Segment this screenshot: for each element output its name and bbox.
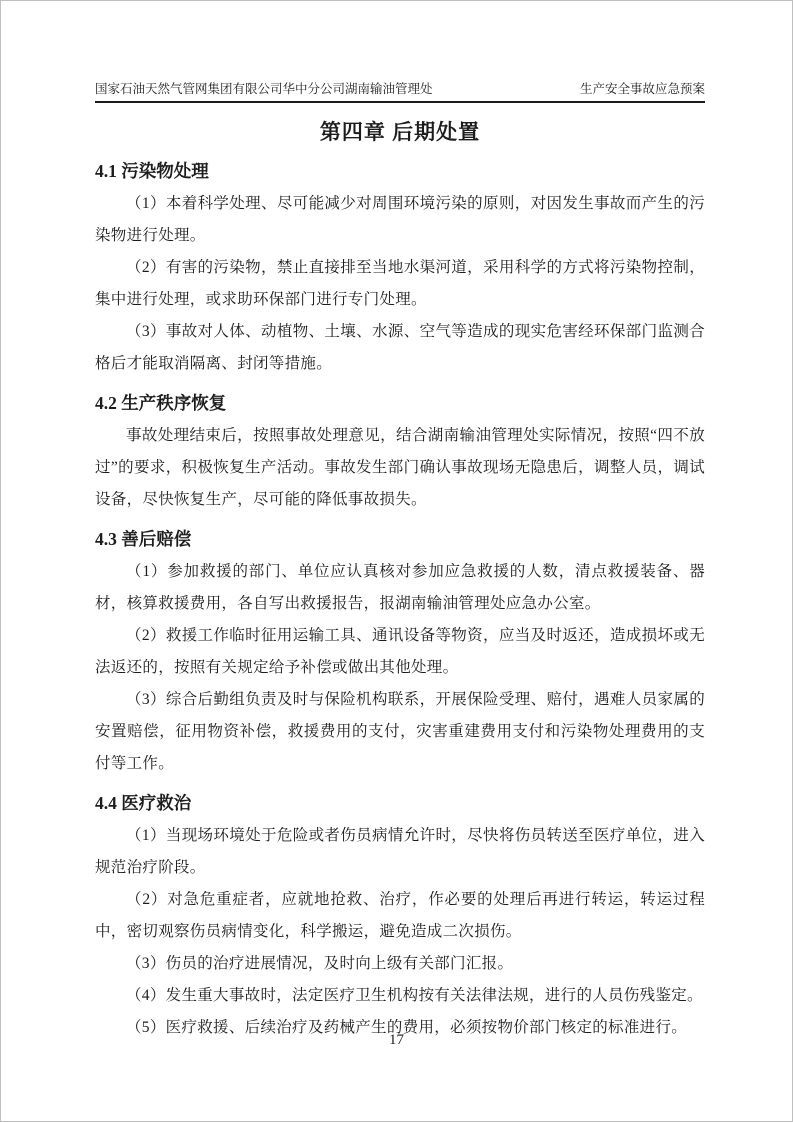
paragraph: （2）救援工作临时征用运输工具、通讯设备等物资，应当及时返还，造成损坏或无法返还的，按照有关规定给予补偿或做出其他处理。 [95,627,705,676]
paragraph: （1）参加救援的部门、单位应认真核对参加应急救援的人数，清点救援装备、器材，核算救援费用，各自写出救援报告，报湖南输油管理处应急办公室。 [95,563,705,612]
section-heading-4-3: 4.3 善后赔偿 [95,529,192,549]
paragraph: 事故处理结束后，按照事故处理意见，结合湖南输油管理处实际情况，按照“四不放过”的要求，积极恢复生产活动。事故发生部门确认事故现场无隐患后，调整人员，调试设备，尽快恢复生产，尽可能的降低事故损失。 [95,427,705,508]
section-production-recovery [95,390,705,516]
paragraph: （3）综合后勤组负责及时与保险机构联系，开展保险受理、赔付，遇难人员家属的安置赔偿，征用物资补偿，救援费用的支付，灾害重建费用支付和污染物处理费用的支付等工作。 [95,691,705,772]
paragraph: （1）本着科学处理、尽可能减少对周围环境污染的原则，对因发生事故而产生的污染物进行处理。 [95,195,705,244]
page-content [1,1,792,1044]
paragraph: （2）有害的污染物，禁止直接排至当地水渠河道，采用科学的方式将污染物控制，集中进行处理，或求助环保部门进行专门处理。 [95,259,705,308]
section-heading-4-4: 4.4 医疗救治 [95,793,192,813]
section-pollutant-treatment [95,158,705,380]
paragraph: （3）伤员的治疗进展情况，及时向上级有关部门汇报。 [126,955,514,972]
paragraph: （5）医疗救援、后续治疗及药械产生的费用，必须按物价部门核定的标准进行。 [126,1019,688,1036]
section-heading-4-1: 4.1 污染物处理 [95,161,209,181]
section-medical-treatment [95,790,705,1044]
paragraph: （1）当现场环境处于危险或者伤员病情允许时，尽快将伤员转送至医疗单位，进入规范治疗阶段。 [95,827,705,876]
section-heading-4-2: 4.2 生产秩序恢复 [95,393,227,413]
paragraph: （3）事故对人体、动植物、土壤、水源、空气等造成的现实危害经环保部门监测合格后才能取消隔离、封闭等措施。 [95,323,705,372]
page-number: 17 [389,1032,404,1048]
chapter-title: 第四章 后期处置 [319,120,481,144]
page-header [95,81,705,103]
paragraph: （2）对急危重症者，应就地抢救、治疗，作必要的处理后再进行转运，转运过程中，密切观察伤员病情变化，科学搬运，避免造成二次损伤。 [95,891,705,940]
paragraph: （4）发生重大事故时，法定医疗卫生机构按有关法律法规，进行的人员伤残鉴定。 [126,987,703,1004]
section-aftermath-compensation [95,526,705,780]
header-left-text: 国家石油天然气管网集团有限公司华中分公司湖南输油管理处 [95,82,433,96]
header-right-text: 生产安全事故应急预案 [579,82,705,96]
